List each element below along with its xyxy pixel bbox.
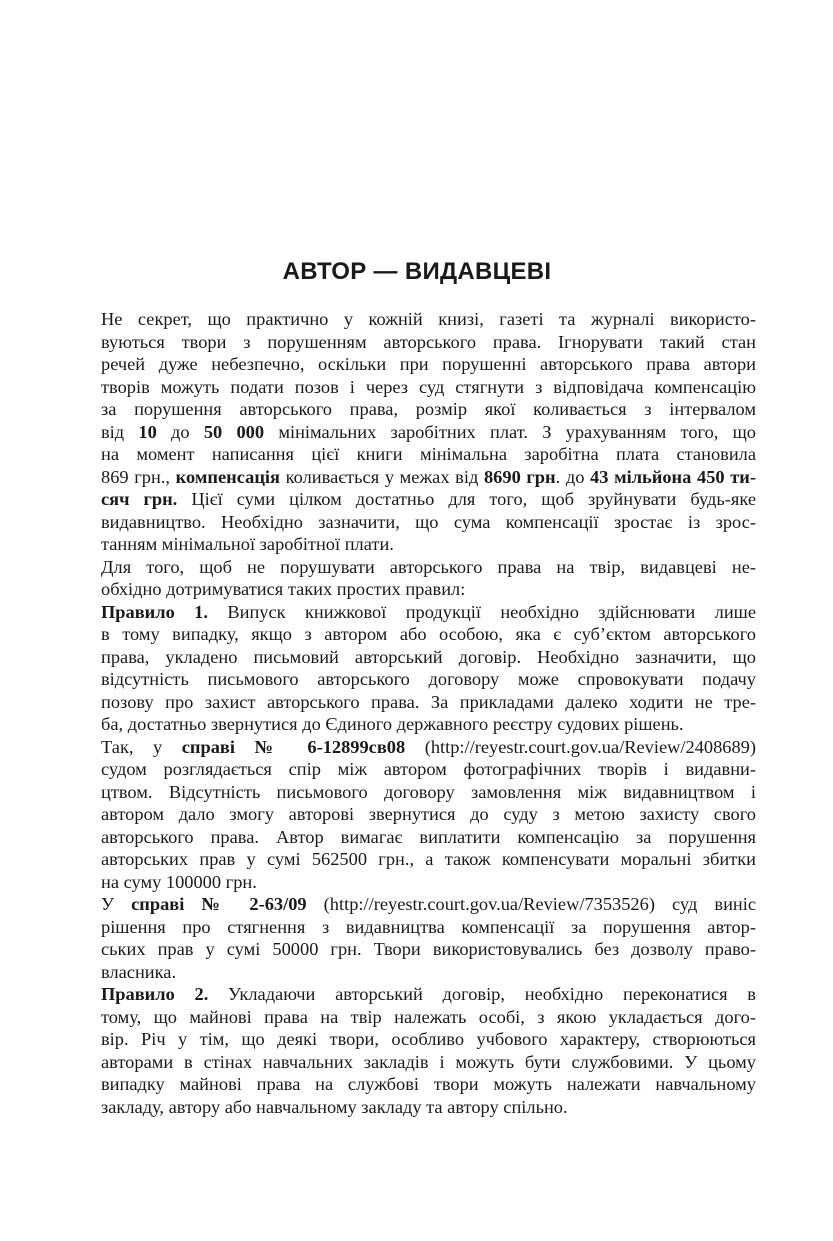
text-line — [78, 893, 756, 916]
text-line: закладу, автору або навчальному закладу та автору спільно. — [101, 1096, 568, 1117]
bold-run: компенсація — [175, 466, 280, 487]
text-run: У — [101, 894, 132, 914]
text-line: рішення про стягнення з видавництва компенсації за порушення автор- — [101, 916, 756, 937]
text-line: обхідно дотримуватися таких простих правил: — [101, 579, 466, 599]
bold-run: Правило 2. — [101, 984, 209, 1004]
text-line: Не секрет, що практично у кожній книзі, газеті та журналі використо- — [101, 309, 756, 329]
text-run: 869 грн., — [101, 466, 176, 487]
bold-run: 10 — [138, 421, 157, 442]
text-line: на момент написання цієї книги мінімальна заробітна плата становила — [101, 444, 756, 464]
text-line: авторських прав у сумі 562500 грн., а також компенсувати моральні збитки — [101, 849, 756, 869]
page-title: АВТОР — ВИДАВЦЕВІ — [282, 258, 552, 285]
text-line: відсутність письмового авторського договору може спровокувати подачу — [101, 669, 756, 689]
text-line: ських прав у сумі 50000 грн. Твори використовувались без дозволу право- — [101, 939, 756, 959]
text-line: випадку майнові права на службові твори можуть належати навчальному — [101, 1074, 756, 1094]
text-line: права, укладено письмовий авторський договір. Необхідно зазначити, що — [101, 646, 756, 667]
text-line: в тому випадку, якщо з автором або особою, яка є суб’єктом авторського — [101, 624, 756, 644]
text-line — [78, 466, 756, 489]
text-line: видавництво. Необхідно зазначити, що сума компенсації зростає із зрос- — [101, 511, 756, 532]
text-line: на суму 100000 грн. — [101, 871, 257, 892]
text-run: Укладаючи авторський договір, необхідно переконатися в — [208, 984, 756, 1004]
text-run: коливається у межах від — [280, 466, 484, 487]
text-line: за порушення авторського права, розмір якої коливається з інтервалом — [101, 399, 756, 419]
text-line: творів можуть подати позов і через суд стягнути з відповідача компенсацію — [101, 376, 756, 397]
text-line — [78, 983, 756, 1006]
text-line: вуються твори з порушенням авторського права. Ігнорувати такий стан — [101, 331, 756, 352]
text-line: власника. — [101, 961, 177, 982]
text-line: речей дуже небезпечно, оскільки при порушенні авторського права автори — [101, 354, 756, 374]
bold-run: 50 000 — [203, 421, 265, 442]
body-text — [78, 308, 756, 1118]
text-line: танням мінімальної заробітної плати. — [101, 534, 394, 554]
paragraph-rule-2 — [78, 983, 756, 1118]
text-line — [78, 601, 756, 624]
text-run: від — [101, 421, 139, 442]
text-line: судом розглядається спір між автором фотографічних творів і видавни- — [101, 759, 756, 779]
text-run: мінімальних заробітних плат. З урахуванням того, що — [264, 421, 757, 442]
text-run: (http://reyestr.court.gov.ua/Review/7353526) суд виніс — [306, 894, 757, 914]
paragraph-case-1 — [78, 736, 756, 894]
paragraph-intro — [78, 308, 756, 556]
text-line: цтвом. Відсутність письмового договору замовлення між видавництвом і — [101, 781, 756, 802]
text-line — [78, 488, 756, 511]
text-line: авторського права. Автор вимагає виплатити компенсацію за порушення — [101, 826, 756, 847]
bold-run: Правило 1. — [101, 601, 208, 622]
text-run: Так, у — [101, 736, 182, 757]
text-run: . до — [555, 466, 591, 487]
text-line — [78, 421, 756, 444]
text-run: Випуск книжкової продукції необхідно здійснювати лише — [207, 601, 756, 622]
text-line: Для того, щоб не порушувати авторського права на твір, видавцеві не- — [101, 556, 756, 577]
paragraph-case-2 — [78, 893, 756, 983]
text-line: авторами в стінах навчальних закладів і можуть бути службовими. У цьому — [101, 1051, 756, 1072]
text-line: ба, достатньо звернутися до Єдиного державного реєстру судових рішень. — [101, 714, 684, 734]
bold-run: 8690 грн — [483, 466, 556, 487]
bold-run: 43 мільйона 450 ти- — [590, 466, 756, 487]
bold-run: сяч грн. — [101, 489, 178, 509]
text-line: позову про захист авторського права. За прикладами далеко ходити не тре- — [101, 691, 756, 712]
text-line: автором дало змогу авторові звернутися до суду з метою захисту свого — [101, 804, 756, 824]
text-line — [78, 736, 756, 759]
paragraph-rules-intro — [78, 556, 756, 601]
text-line: вір. Річ у тім, що деякі твори, особливо учбового характеру, створюються — [101, 1029, 756, 1049]
bold-run: справі № 2-63/09 — [131, 894, 307, 914]
text-run: до — [156, 421, 204, 442]
bold-run: справі № 6-12899св08 — [181, 736, 406, 757]
text-line: тому, що майнові права на твір належать особі, з якою укладається дого- — [101, 1006, 756, 1027]
text-run: (http://reyestr.court.gov.ua/Review/2408689) — [405, 736, 756, 757]
paragraph-rule-1 — [78, 601, 756, 736]
text-run: Цієї суми цілком достатньо для того, щоб зруйнувати будь-яке — [177, 489, 757, 509]
